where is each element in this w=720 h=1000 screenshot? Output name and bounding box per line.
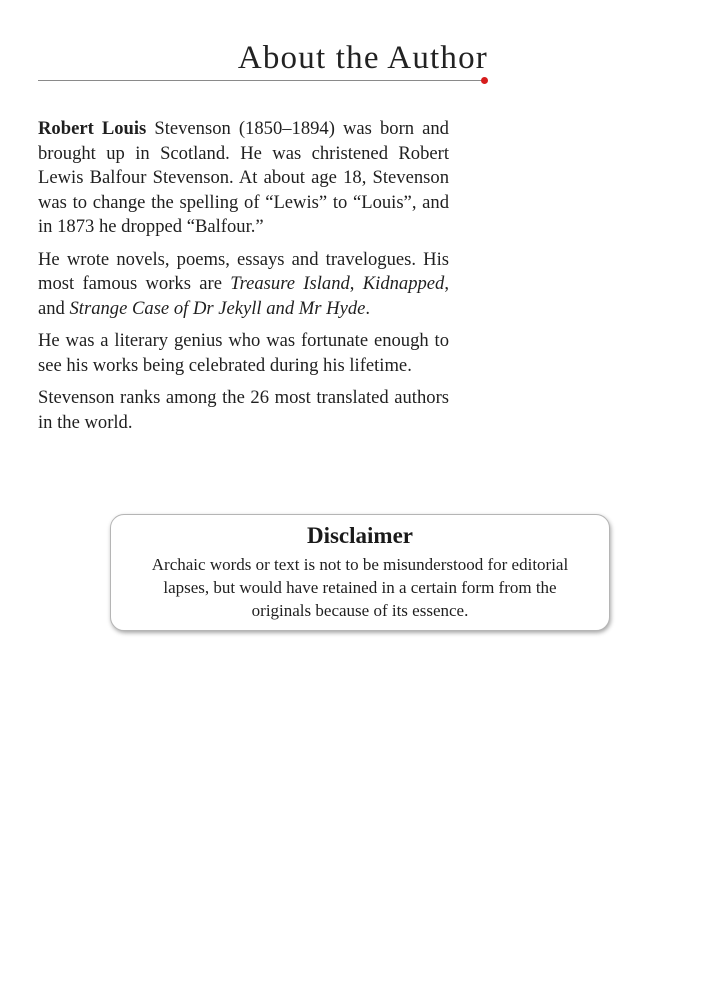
- title-accent-dot: [481, 77, 488, 84]
- bio-paragraph-4: Stevenson ranks among the 26 most translated authors in the world.: [38, 387, 449, 433]
- author-bio: [38, 117, 449, 443]
- bio-paragraph-2-end: .: [365, 297, 371, 319]
- disclaimer-box: [110, 514, 610, 631]
- work-title-jekyll-hyde: Strange Case of Dr Jekyll and Mr Hyde: [69, 297, 366, 319]
- bio-paragraph-3: He was a literary genius who was fortunate enough to see his works being celebrated during his lifetime.: [38, 330, 449, 376]
- page-title: About the Author: [237, 40, 488, 76]
- bio-paragraph-1-text: Stevenson (1850–1894) was born and brought up in Scotland. He was christened Robert Lewis Balfour Stevenson. At about age 18, Stevenson was to change the spelling of “Lewis” to “Louis”, and in 1873 he dropped “Balfour.”: [38, 118, 449, 237]
- author-name: Robert Louis: [38, 118, 147, 139]
- bio-separator: , and: [38, 273, 450, 319]
- bio-paragraph-2: [38, 248, 449, 322]
- bio-separator: ,: [349, 273, 363, 294]
- disclaimer-title: Disclaimer: [306, 523, 413, 548]
- disclaimer-text: [140, 553, 580, 622]
- disclaimer-line: lapses, but would have retained in a certain form from the: [163, 578, 557, 597]
- disclaimer-line: originals because of its essence.: [251, 601, 469, 620]
- work-title-treasure-island: Treasure Island: [230, 273, 350, 294]
- work-title-kidnapped: Kidnapped: [362, 273, 445, 294]
- disclaimer-line: Archaic words or text is not to be misunderstood for editorial: [151, 555, 569, 574]
- bio-paragraph-2-intro: He wrote novels, poems, essays and travelogues. His most famous works are: [38, 248, 449, 294]
- title-underline: [38, 80, 482, 81]
- bio-paragraph-1: [38, 117, 449, 240]
